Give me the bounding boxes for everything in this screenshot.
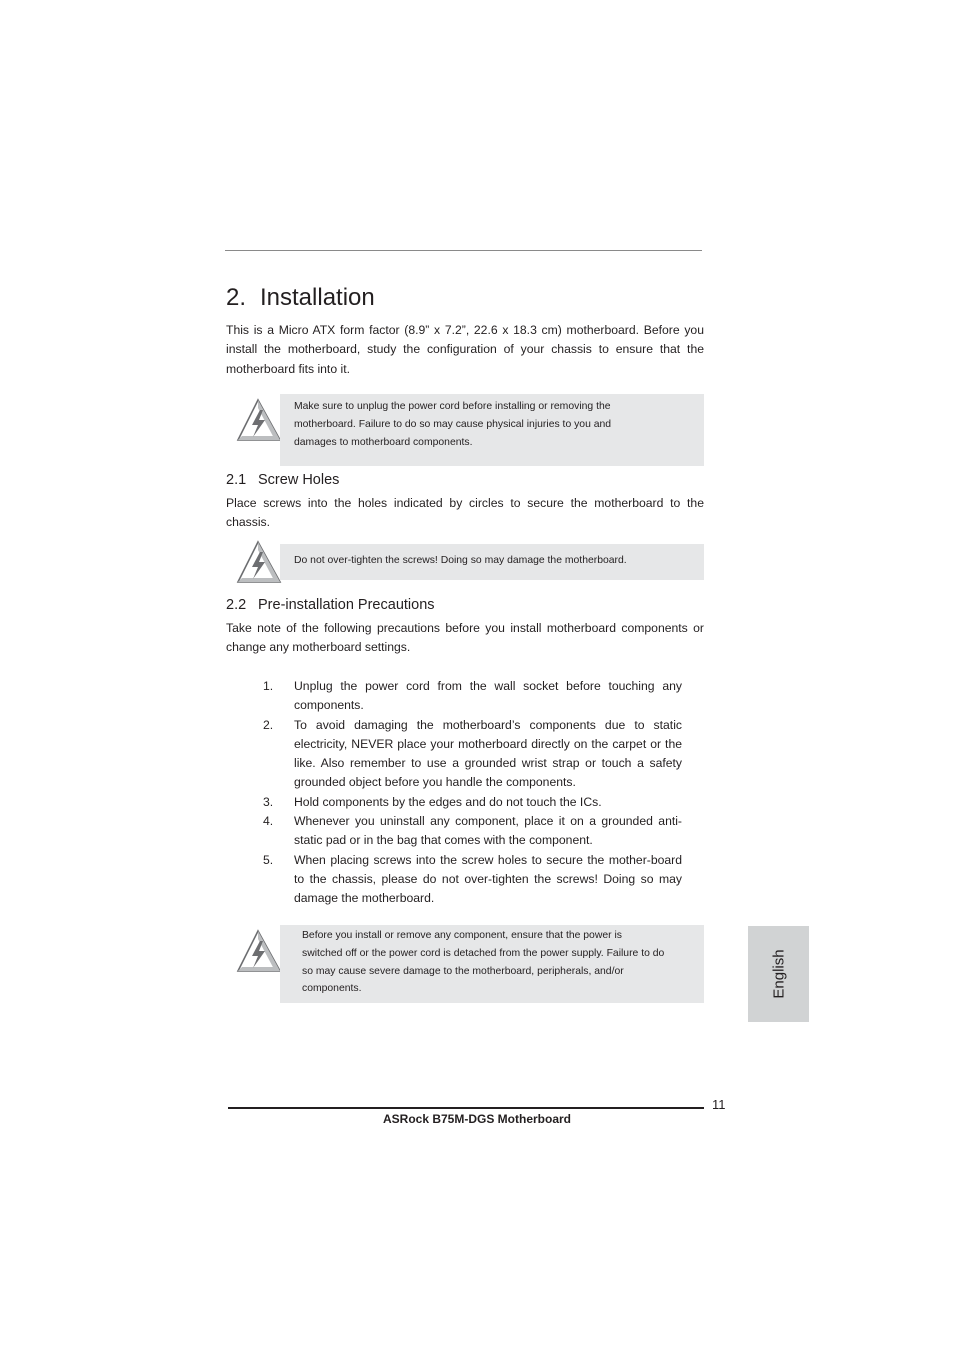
note-overtighten [280, 544, 704, 580]
heading-screw-holes [226, 472, 339, 488]
language-tab-label: English [770, 949, 787, 999]
list-number: 4. [263, 814, 274, 829]
note-line: components. [302, 983, 362, 995]
note-line: Make sure to unplug the power cord before installing or removing the [294, 401, 611, 412]
list-text: Whenever you uninstall any component, place it on a grounded anti-static pad or in the bag that comes with the component. [294, 814, 682, 848]
note-text: Do not over-tighten the screws! Doing so may damage the motherboard. [294, 555, 627, 566]
heading-precautions [226, 597, 435, 613]
list-text: To avoid damaging the motherboard’s components due to static electricity, NEVER place your motherboard directly on the carpet or the like. Also remember to use a grounded wrist strap or touch a safety grounded object before you handle the components. [294, 717, 682, 790]
note-line: switched off or the power cord is detached from the power supply. Failure to do [302, 947, 665, 959]
bottom-rule [228, 1107, 704, 1109]
list-number: 2. [263, 717, 274, 732]
note-power-off [280, 925, 704, 1003]
top-rule [225, 250, 702, 251]
heading-number: 2.1 [226, 472, 247, 488]
list-number: 1. [263, 679, 274, 693]
heading-title: Screw Holes [258, 472, 340, 488]
section-number: 2. [226, 284, 247, 311]
warning-triangle-icon [236, 398, 282, 442]
note-line: so may cause severe damage to the motherboard, peripherals, and/or [302, 965, 624, 977]
section-title: Installation [260, 284, 375, 311]
language-tab [748, 926, 809, 1022]
page-number: 11 [712, 1097, 726, 1112]
list-text: Hold components by the edges and do not touch the ICs. [294, 794, 602, 809]
warning-triangle-icon [236, 540, 282, 584]
note-line: Before you install or remove any component, ensure that the power is [302, 930, 622, 941]
heading-title: Pre-installation Precautions [258, 597, 435, 613]
note-line: damages to motherboard components. [294, 436, 473, 448]
list-item [226, 677, 682, 716]
intro-paragraph: This is a Micro ATX form factor (8.9” x 7.2”, 22.6 x 18.3 cm) motherboard. Before you install the motherboard, study the configuration of your chassis to ensure that the motherboard fits into it. [226, 323, 704, 376]
note-line: motherboard. Failure to do so may cause physical injuries to you and [294, 418, 612, 430]
screw-holes-paragraph: Place screws into the holes indicated by circles to secure the motherboard to the chassis. [226, 496, 704, 530]
note-text [294, 398, 611, 451]
list-item [226, 812, 682, 851]
page-title [226, 284, 375, 312]
footer-product-name: ASRock B75M-DGS Motherboard [382, 1112, 572, 1126]
list-item [226, 851, 682, 909]
warning-triangle-icon [236, 929, 282, 973]
precautions-paragraph: Take note of the following precautions before you install motherboard components or change any motherboard settings. [226, 621, 704, 655]
precautions-list [226, 677, 682, 909]
list-number: 3. [263, 794, 274, 809]
list-item [226, 716, 682, 793]
list-number: 5. [263, 852, 274, 867]
list-item [226, 793, 682, 812]
list-text: When placing screws into the screw holes to secure the mother-board to the chassis, please do not over-tighten the screws! Doing so may damage the motherboard. [294, 852, 682, 906]
note-text [302, 927, 664, 998]
list-text: Unplug the power cord from the wall socket before touching any components. [294, 679, 682, 713]
heading-number: 2.2 [226, 597, 247, 613]
note-unplug-power [280, 394, 704, 466]
